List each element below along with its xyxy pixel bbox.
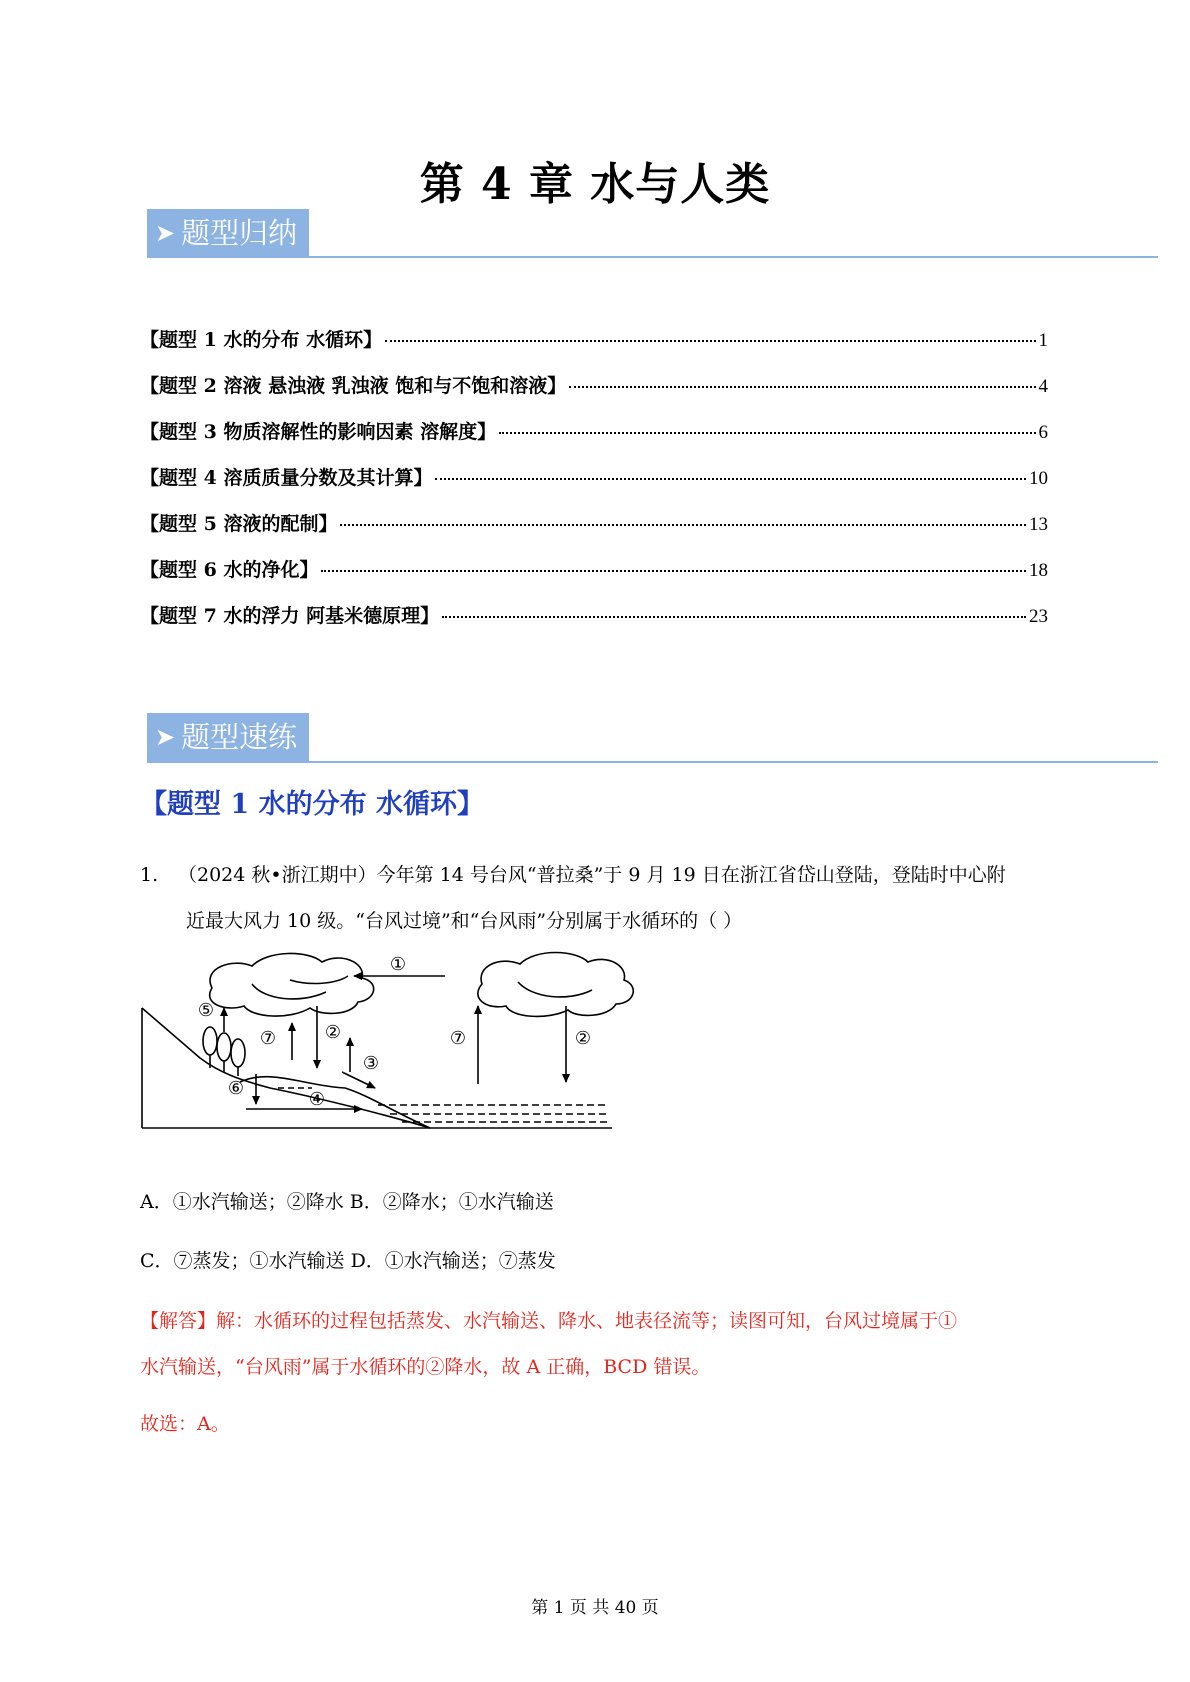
question-number: 1.: [140, 864, 159, 886]
water-cycle-diagram: [140, 948, 650, 1168]
toc-leader: [321, 570, 1026, 572]
toc-item-label: 【题型 1 水的分布 水循环】: [140, 329, 383, 351]
toc-item[interactable]: [140, 417, 1048, 463]
toc-item-label: 【题型 6 水的净化】: [140, 559, 319, 581]
toc-item[interactable]: [140, 371, 1048, 417]
arrow-icon: ➤: [155, 723, 176, 751]
practice-banner: [147, 713, 309, 761]
toc-item-label: 【题型 7 水的浮力 阿基米德原理】: [140, 605, 440, 627]
toc-item-label: 【题型 3 物质溶解性的影响因素 溶解度】: [140, 421, 497, 443]
summary-banner-label: 题型归纳: [181, 216, 298, 250]
cloud-right: [478, 953, 633, 1017]
practice-banner-label: 题型速练: [181, 720, 298, 754]
label-4: ④: [308, 1089, 326, 1110]
label-5: ⑤: [197, 1000, 215, 1021]
summary-banner: [147, 209, 309, 257]
toc-item-page: 4: [1038, 376, 1048, 397]
toc-item-page: 10: [1029, 468, 1048, 489]
tree: [231, 1039, 245, 1067]
toc-item-label: 【题型 2 溶液 悬浊液 乳浊液 饱和与不饱和溶液】: [140, 375, 567, 397]
toc-item[interactable]: [140, 509, 1048, 555]
section-title: 【题型 1 水的分布 水循环】: [140, 789, 484, 820]
option-row-cd[interactable]: C．⑦蒸发；①水汽输送 D．①水汽输送；⑦蒸发: [140, 1250, 556, 1272]
toc-leader: [442, 616, 1026, 618]
toc-item-page: 6: [1038, 422, 1048, 443]
tree: [203, 1027, 217, 1055]
label-1: ①: [389, 954, 407, 975]
question-text-line: （2024 秋•浙江期中）今年第 14 号台风“普拉桑”于 9 月 19 日在浙江省岱山登陆，登陆时中心附: [178, 864, 1006, 886]
toc-item[interactable]: [140, 601, 1048, 647]
toc-item[interactable]: [140, 463, 1048, 509]
label-2-right: ②: [574, 1028, 592, 1049]
toc-item-label: 【题型 5 溶液的配制】: [140, 513, 338, 535]
mountain-outline: [142, 1008, 430, 1128]
page-footer: 第 1 页 共 40 页: [531, 1598, 659, 1618]
toc-leader: [499, 432, 1035, 434]
label-7-right: ⑦: [449, 1028, 467, 1049]
label-6: ⑥: [227, 1078, 245, 1099]
question-text-line: 近最大风力 10 级。“台风过境”和“台风雨”分别属于水循环的（ ）: [186, 910, 743, 932]
toc-leader: [385, 340, 1035, 342]
label-3: ③: [362, 1053, 380, 1074]
toc-item[interactable]: [140, 325, 1048, 371]
toc-leader: [435, 478, 1026, 480]
label-7-left: ⑦: [259, 1028, 277, 1049]
toc-item-label: 【题型 4 溶质质量分数及其计算】: [140, 467, 433, 489]
option-row-ab[interactable]: A．①水汽输送；②降水 B．②降水；①水汽输送: [140, 1191, 554, 1213]
arrow-icon: ➤: [155, 219, 176, 247]
label-2-left: ②: [324, 1022, 342, 1043]
final-choice: 故选：A。: [140, 1413, 230, 1435]
solution-line: 【解答】解：水循环的过程包括蒸发、水汽输送、降水、地表径流等；读图可知，台风过境属于①: [140, 1310, 958, 1332]
toc-item-page: 1: [1038, 330, 1048, 351]
toc-item-page: 18: [1029, 560, 1048, 581]
toc-item-page: 23: [1029, 606, 1048, 627]
toc-item[interactable]: [140, 555, 1048, 601]
solution-line: 水汽输送，“台风雨”属于水循环的②降水，故 A 正确，BCD 错误。: [140, 1356, 711, 1378]
document-title: 第 4 章 水与人类: [419, 159, 771, 210]
solution: [140, 1298, 1060, 1390]
table-of-contents: [140, 325, 1048, 647]
toc-leader: [340, 524, 1026, 526]
tree: [217, 1033, 231, 1061]
question-stem: [140, 852, 1060, 944]
summary-rule: [147, 256, 1158, 258]
arrow-3-down: [342, 1072, 375, 1088]
toc-leader: [569, 386, 1035, 388]
answer-options: [140, 1182, 556, 1300]
toc-item-page: 13: [1029, 514, 1048, 535]
cloud-left: [210, 953, 374, 1016]
practice-rule: [147, 761, 1158, 763]
